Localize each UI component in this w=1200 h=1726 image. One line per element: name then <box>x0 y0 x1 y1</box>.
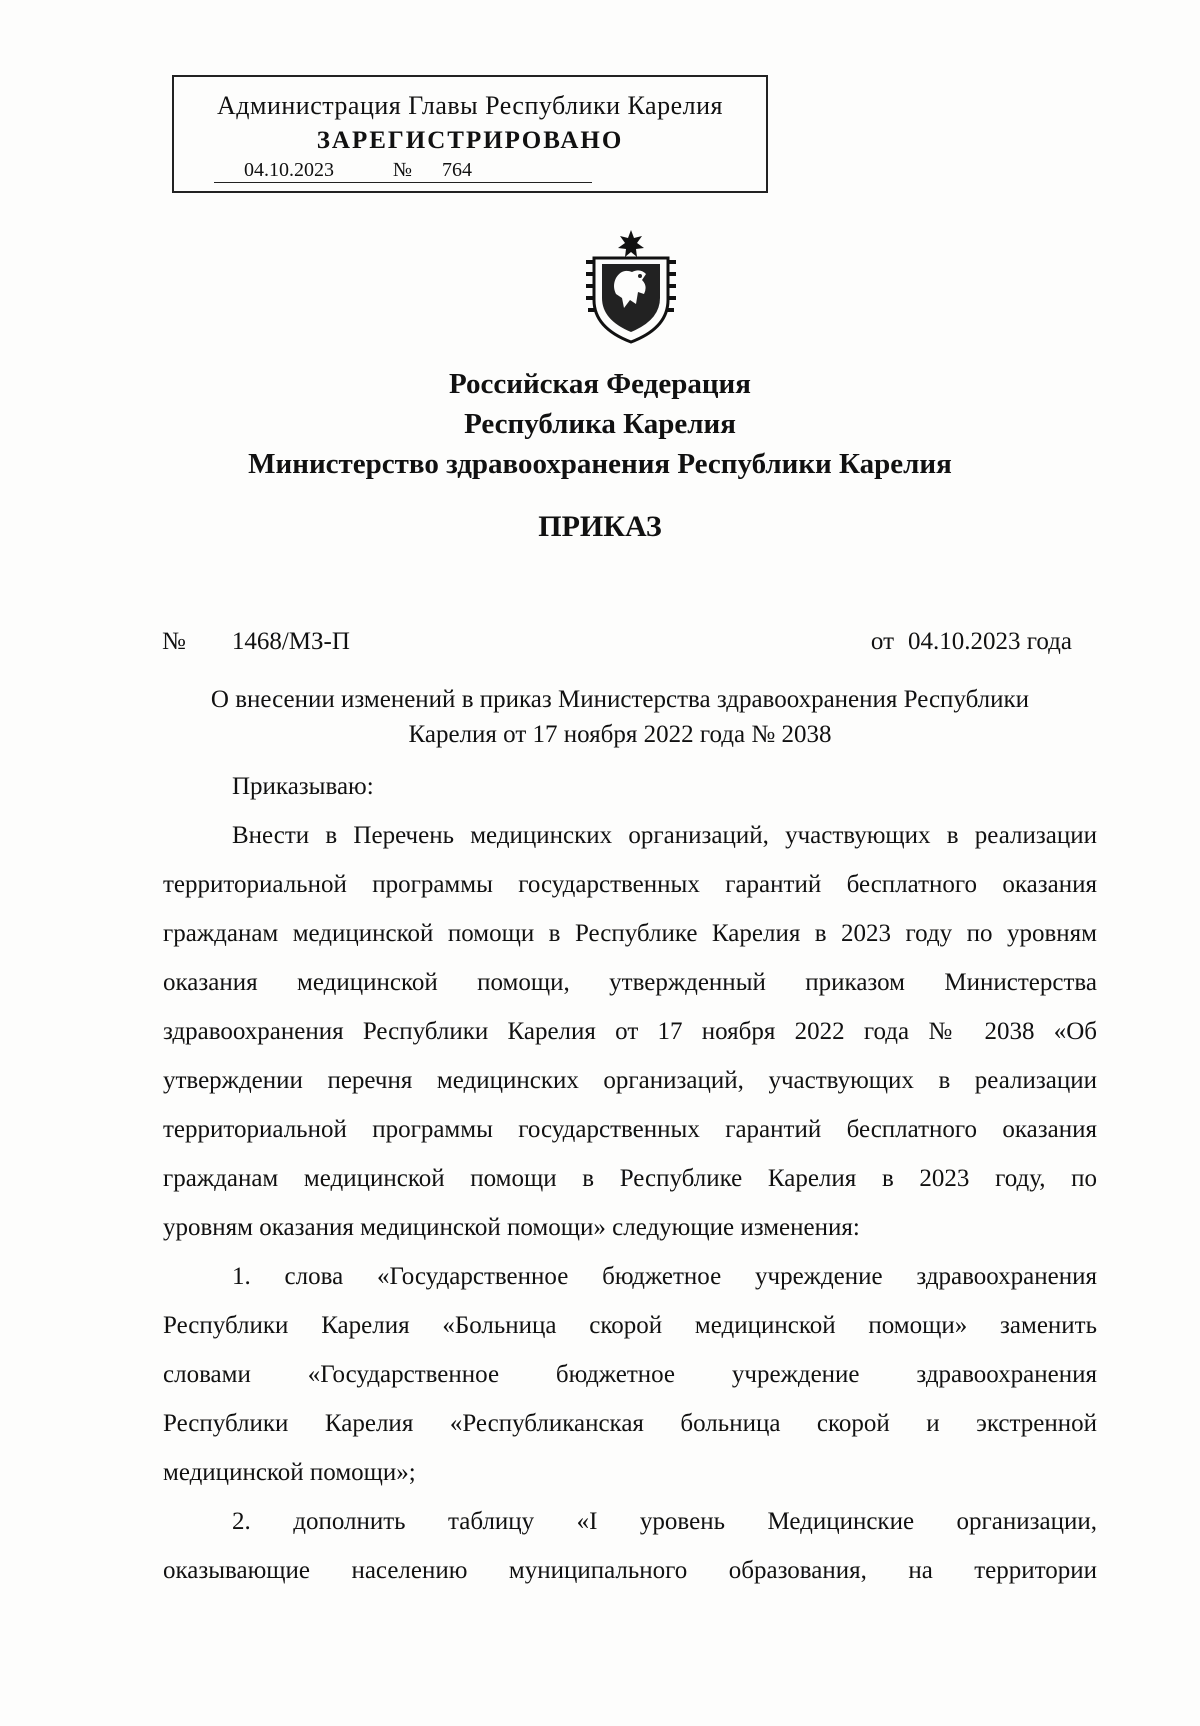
body-line: 1. слова «Государственное бюджетное учреждение здравоохранения <box>232 1263 1097 1290</box>
body-line: Приказываю: <box>232 773 374 800</box>
order-number-value: 1468/МЗ-П <box>231 628 350 655</box>
body-line: уровням оказания медицинской помощи» следующие изменения: <box>163 1214 860 1241</box>
body-line: здравоохранения Республики Карелия от 17 ноября 2022 года № 2038 «Об <box>163 1018 1097 1045</box>
subject-line: Карелия от 17 ноября 2022 года № 2038 <box>408 721 832 748</box>
order-date-prefix: от <box>870 628 895 655</box>
body-line: оказывающие населению муниципального образования, на территории <box>163 1557 1097 1584</box>
body-line: Республики Карелия «Больница скорой медицинской помощи» заменить <box>163 1312 1097 1339</box>
stamp-status: ЗАРЕГИСТРИРОВАНО <box>316 127 624 154</box>
stamp-registration-line <box>214 159 592 183</box>
order-subject <box>160 682 1080 752</box>
body-line: оказания медицинской помощи, утвержденный приказом Министерства <box>163 969 1097 996</box>
order-number <box>162 628 350 656</box>
body-line: Внести в Перечень медицинских организаций, участвующих в реализации <box>232 822 1097 849</box>
body-line: словами «Государственное бюджетное учреждение здравоохранения <box>163 1361 1097 1388</box>
body-line: медицинской помощи»; <box>163 1459 416 1486</box>
body-line: 2. дополнить таблицу «I уровень Медицинские организации, <box>232 1508 1097 1535</box>
order-number-label: № <box>162 628 186 655</box>
order-date <box>871 628 1072 656</box>
header-country: Российская Федерация <box>449 368 751 400</box>
order-date-value: 04.10.2023 года <box>908 628 1072 655</box>
body-line: территориальной программы государственных гарантий бесплатного оказания <box>163 871 1097 898</box>
body-line: утверждении перечня медицинских организаций, участвующих в реализации <box>163 1067 1097 1094</box>
header-republic: Республика Карелия <box>464 408 736 440</box>
body-line: Республики Карелия «Республиканская больница скорой и экстренной <box>163 1410 1097 1437</box>
body-line: гражданам медицинской помощи в Республике Карелия в 2023 году по уровням <box>163 920 1097 947</box>
header-ministry: Министерство здравоохранения Республики Карелия <box>248 448 952 480</box>
stamp-date: 04.10.2023 <box>214 159 364 183</box>
karelia-coat-of-arms-icon <box>582 228 680 344</box>
stamp-organization: Администрация Главы Республики Карелия <box>217 91 723 120</box>
document-type: ПРИКАЗ <box>538 510 662 543</box>
body-line: территориальной программы государственных гарантий бесплатного оказания <box>163 1116 1097 1143</box>
stamp-number-label: № <box>364 159 412 183</box>
registration-stamp <box>172 75 768 193</box>
body-line: гражданам медицинской помощи в Республике Карелия в 2023 году, по <box>163 1165 1097 1192</box>
stamp-number: 764 <box>412 159 592 183</box>
subject-line: О внесении изменений в приказ Министерства здравоохранения Республики <box>210 686 1030 713</box>
